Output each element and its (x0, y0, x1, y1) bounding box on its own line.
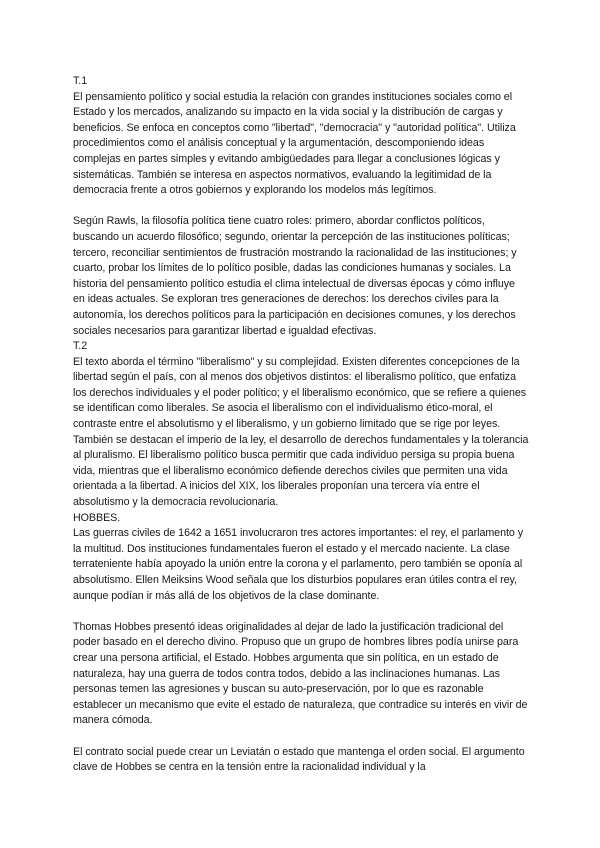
paragraph: Thomas Hobbes presentó ideas originalidades al dejar de lado la justificación tradicional del poder basado en el derecho divino. Propuso que un grupo de hombres libres podía unirse para crear una persona artificial, el Estado. Hobbes argumenta que sin política, en un estado de naturaleza, hay una guerra de todos contra todos, debido a las inclinaciones humanas. Las personas temen las agresiones y buscan su auto-preservación, por lo que es razonable establecer un mecanismo que evite el estado de naturaleza, que contradice su interés en vivir de manera cómoda. (73, 620, 528, 727)
document-body (73, 74, 529, 776)
section-heading-t2: T.2 (73, 340, 88, 353)
paragraph-spacer (73, 729, 529, 745)
paragraph: El texto aborda el término "liberalismo" y su complejidad. Existen diferentes concepciones de la libertad según el país, con al menos dos objetivos distintos: el liberalismo político, que enfatiza los derechos individuales y el poder político; y el liberalismo económico, que se refiere a quienes se identifican como liberales. Se asocia el liberalismo con el individualismo ético-moral, el contraste entre el absolutismo y el liberalismo, y un gobierno limitado que se rige por leyes. También se destacan el imperio de la ley, el desarrollo de derechos fundamentales y la tolerancia al pluralismo. El liberalismo político busca permitir que cada individuo persiga su propia buena vida, mientras que el liberalismo económico defiende derechos civiles que permiten una vida orientada a la libertad. A inicios del XIX, los liberales proponían una tercera vía entre el absolutismo y la democracia revolucionaria. (73, 355, 529, 509)
paragraph-spacer (73, 604, 529, 620)
paragraph: Según Rawls, la filosofía política tiene cuatro roles: primero, abordar conflictos políticos, buscando un acuerdo filosófico; segundo, orientar la percepción de las instituciones políticas; tercero, reconciliar sentimientos de frustración mostrando la racionalidad de las instituciones; y cuarto, probar los límites de lo político posible, dadas las condiciones humanas y sociales. La historia del pensamiento político estudia el clima intelectual de diversas épocas y cómo influye en ideas actuales. Se exploran tres generaciones de derechos: los derechos civiles para la autonomía, los derechos políticos para la participación en decisiones comunes, y los derechos sociales necesarios para garantizar libertad e igualdad efectivas. (73, 215, 517, 337)
paragraph: El pensamiento político y social estudia la relación con grandes instituciones sociales como el Estado y los mercados, analizando su impacto en la vida social y la distribución de cargas y beneficios. Se enfoca en conceptos como "libertad", "democracia" y "autoridad política". Utiliza procedimientos como el análisis conceptual y la argumentación, descomponiendo ideas complejas en partes simples y evitando ambigüedades para llegar a conclusiones lógicas y sistemáticas. También se interesa en aspectos normativos, evaluando la legitimidad de la democracia frente a otros gobiernos y explorando los modelos más legítimos. (73, 90, 516, 197)
paragraph: El contrato social puede crear un Leviatán o estado que mantenga el orden social. El argumento clave de Hobbes se centra en la tensión entre la racionalidad individual y la (73, 745, 525, 774)
paragraph: Las guerras civiles de 1642 a 1651 involucraron tres actores importantes: el rey, el parlamento y la multitud. Dos instituciones fundamentales fueron el estado y el mercado naciente. La clase terrateniente había apoyado la unión entre la corona y el parlamento, pero también se oponía al absolutismo. Ellen Meiksins Wood señala que los disturbios populares eran útiles contra el rey, aunque podían ir más allá de los objetivos de la clase dominante. (73, 527, 524, 602)
section-heading-t1: T.1 (73, 75, 88, 87)
section-heading-hobbes: HOBBES. (73, 511, 121, 524)
paragraph-spacer (73, 199, 529, 215)
